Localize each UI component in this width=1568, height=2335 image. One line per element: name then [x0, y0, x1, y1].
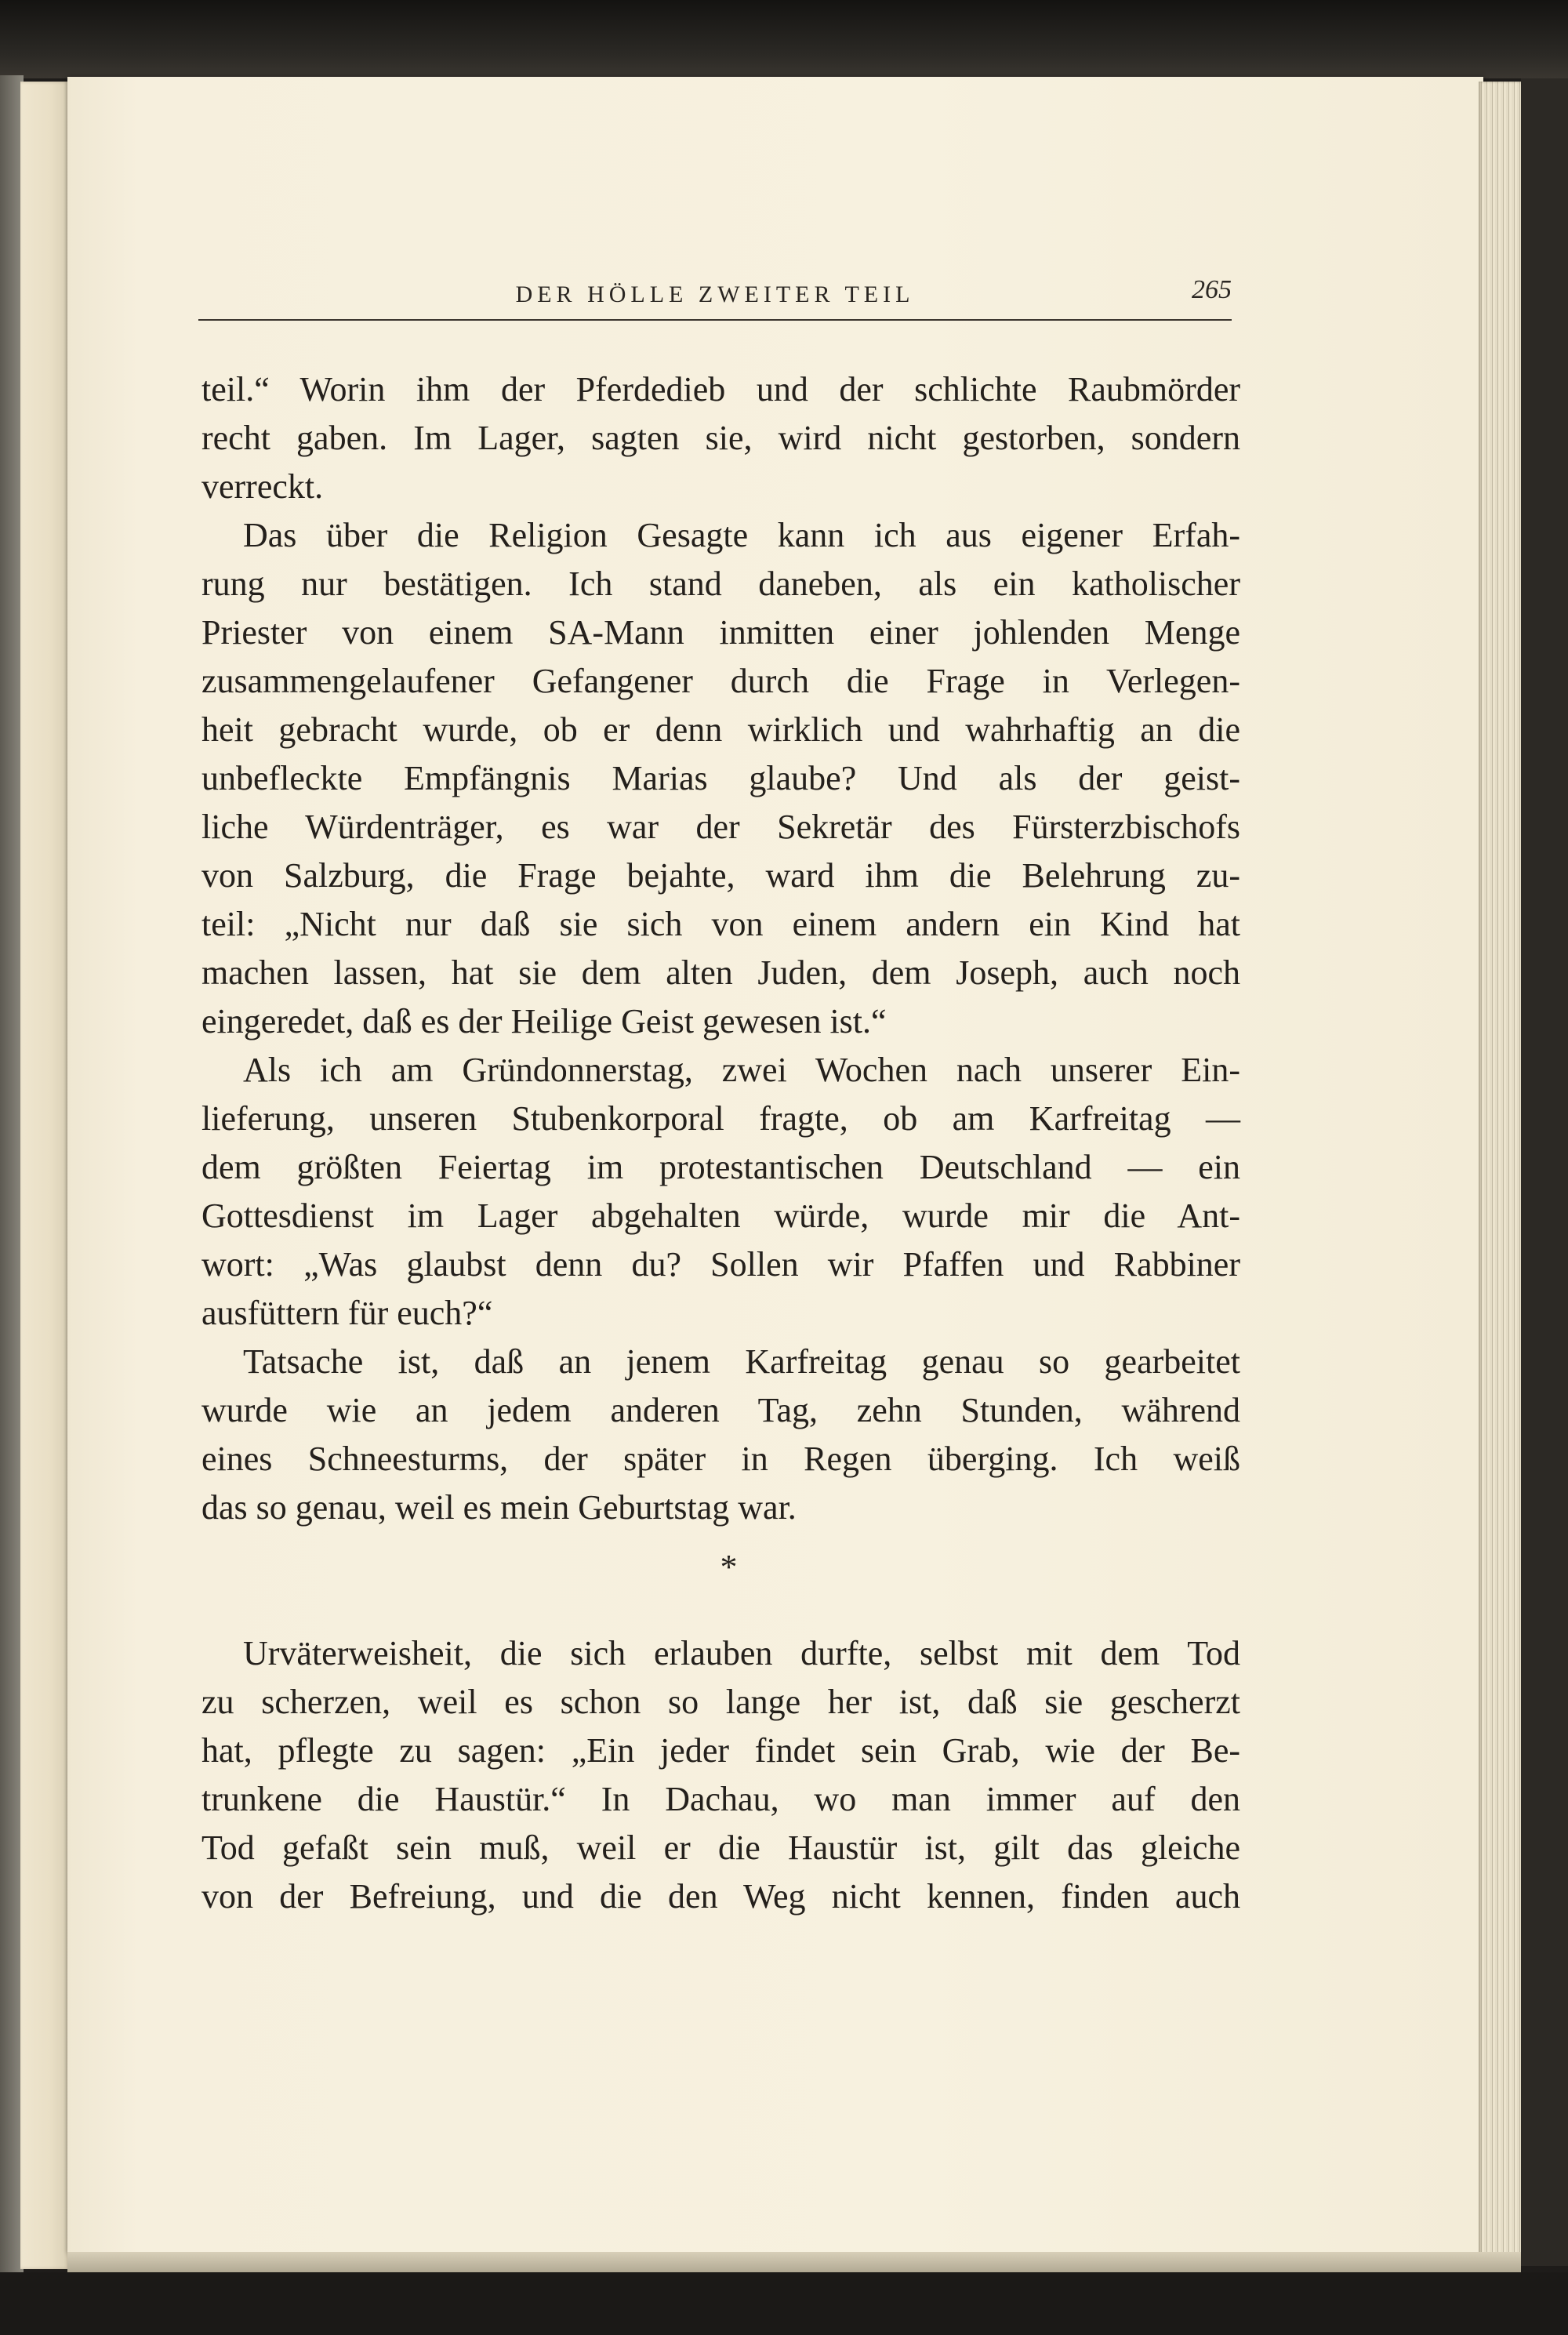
page-stack-edge [1479, 82, 1521, 2258]
paragraph-4 [201, 1338, 1240, 1532]
text-line: eines Schneesturms, der später in Regen überging. Ich weiß [201, 1440, 1240, 1478]
text-line: wurde wie an jedem anderen Tag, zehn Stunden, während [201, 1391, 1240, 1429]
text-line: zu scherzen, weil es schon so lange her ist, daß sie gescherzt [201, 1683, 1240, 1721]
text-line: wort: „Was glaubst denn du? Sollen wir Pfaffen und Rabbiner [201, 1245, 1240, 1284]
text-line: recht gaben. Im Lager, sagten sie, wird nicht gestorben, sondern [201, 419, 1240, 457]
text-line: unbefleckte Empfängnis Marias glaube? Und als der geist- [201, 759, 1240, 797]
book-cover-right-edge [1521, 78, 1568, 2266]
paragraph-2 [201, 511, 1240, 1046]
text-line: Das über die Religion Gesagte kann ich aus eigener Erfah- [243, 516, 1240, 554]
paragraph-3 [201, 1046, 1240, 1338]
running-title: DER HÖLLE ZWEITER TEIL [515, 281, 915, 307]
facing-page-edge [20, 82, 69, 2269]
text-line: Tod gefaßt sein muß, weil er die Haustür ist, gilt das gleiche [201, 1828, 1240, 1867]
scan-top-edge [0, 0, 1568, 78]
text-line: verreckt. [201, 467, 324, 506]
text-line: Urväterweisheit, die sich erlauben durfte, selbst mit dem Tod [243, 1634, 1240, 1672]
text-line: von Salzburg, die Frage bejahte, ward ihm die Belehrung zu- [201, 856, 1240, 895]
running-header [198, 271, 1232, 318]
text-line: Priester von einem SA-Mann inmitten einer johlenden Menge [201, 613, 1240, 652]
text-line: von der Befreiung, und die den Weg nicht kennen, finden auch [201, 1877, 1240, 1916]
paragraph-5 [201, 1629, 1240, 1921]
page-bottom-edge [67, 2252, 1521, 2272]
text-line: lieferung, unseren Stubenkorporal fragte, ob am Karfreitag — [201, 1099, 1240, 1138]
text-line: ausfüttern für euch?“ [201, 1294, 493, 1332]
text-line: trunkene die Haustür.“ In Dachau, wo man immer auf den [201, 1780, 1240, 1818]
header-rule [198, 319, 1232, 321]
text-line: hat, pflegte zu sagen: „Ein jeder findet sein Grab, wie der Be- [201, 1731, 1240, 1770]
text-line: Tatsache ist, daß an jenem Karfreitag genau so gearbeitet [243, 1342, 1240, 1381]
body-text [201, 365, 1240, 1921]
section-separator: * [720, 1548, 738, 1586]
text-line: Als ich am Gründonnerstag, zwei Wochen nach unserer Ein- [243, 1051, 1240, 1089]
text-line: heit gebracht wurde, ob er denn wirklich und wahrhaftig an die [201, 710, 1240, 749]
text-line: liche Würdenträger, es war der Sekretär des Fürsterzbischofs [201, 808, 1240, 846]
text-line: teil.“ Worin ihm der Pferdedieb und der schlichte Raubmörder [201, 370, 1240, 409]
text-line: teil: „Nicht nur daß sie sich von einem andern ein Kind hat [201, 905, 1240, 943]
page-number: 265 [1192, 275, 1232, 304]
paragraph-1 [201, 365, 1240, 511]
text-line: machen lassen, hat sie dem alten Juden, dem Joseph, auch noch [201, 953, 1240, 992]
text-line: Gottesdienst im Lager abgehalten würde, wurde mir die Ant- [201, 1197, 1240, 1235]
text-line: zusammengelaufener Gefangener durch die Frage in Verlegen- [201, 662, 1240, 700]
text-line: das so genau, weil es mein Geburtstag war. [201, 1488, 797, 1527]
scan-bottom-edge [0, 2272, 1568, 2335]
text-line: dem größten Feiertag im protestantischen Deutschland — ein [201, 1148, 1240, 1186]
text-line: rung nur bestätigen. Ich stand daneben, als ein katholischer [201, 565, 1240, 603]
text-line: eingeredet, daß es der Heilige Geist gewesen ist.“ [201, 1002, 887, 1040]
